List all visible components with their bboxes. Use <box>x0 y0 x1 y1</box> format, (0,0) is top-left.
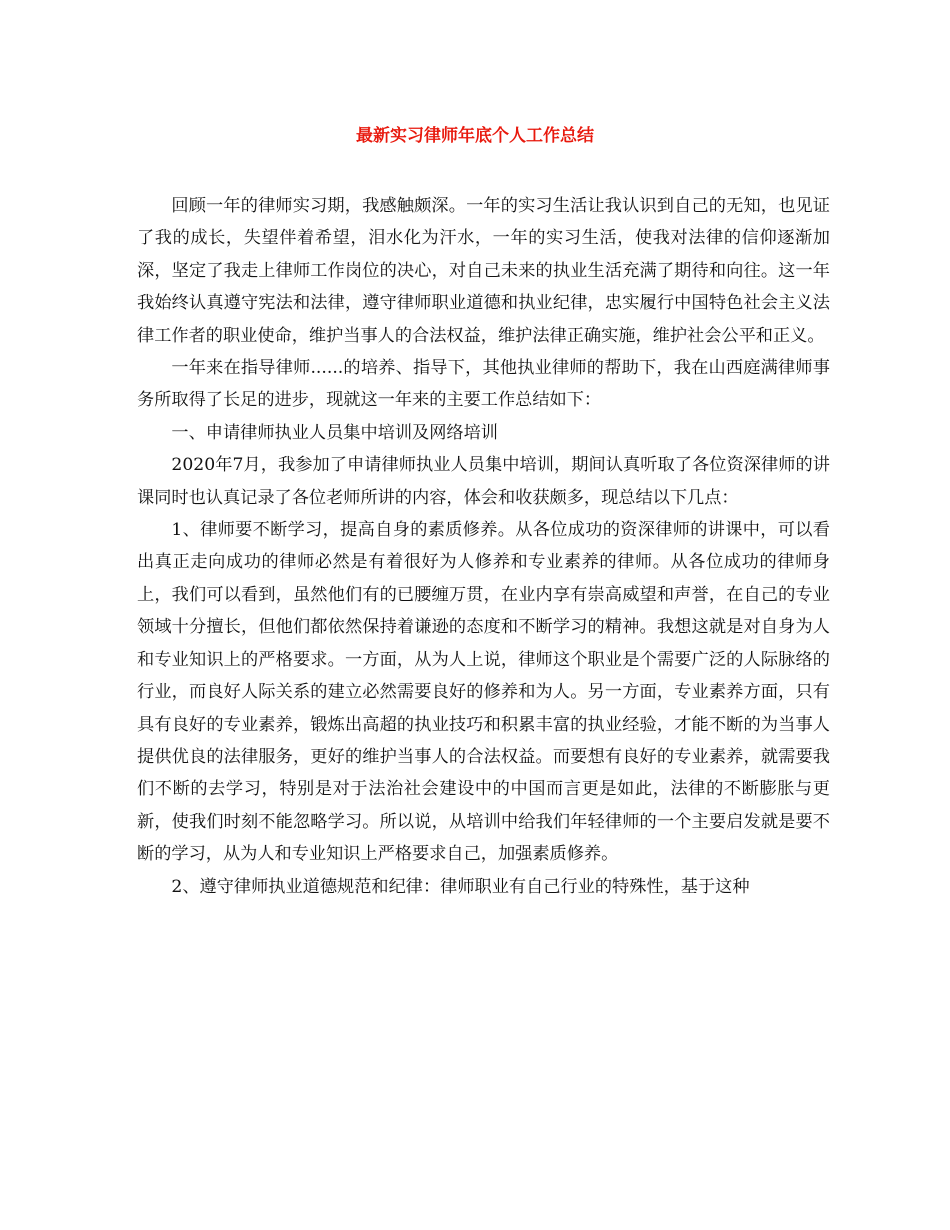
paragraph-progress: 一年来在指导律师......的培养、指导下，其他执业律师的帮助下，我在山西庭满律师事务所取得了长足的进步，现就这一年来的主要工作总结如下： <box>137 358 830 411</box>
paragraph-point-1: 1、律师要不断学习，提高自身的素质修养。从各位成功的资深律师的讲课中，可以看出真正走向成功的律师必然是有着很好为人修养和专业素养的律师。从各位成功的律师身上，我们可以看到，虽然他们有的已腰缠万贯，在业内享有崇高威望和声誉，在自己的专业领域十分擅长，但他们都依然保持着谦逊的态度和不断学习的精神。我想这就是对自身为人和专业知识上的严格要求。一方面，从为人上说，律师这个职业是个需要广泛的人际脉络的行业，而良好人际关系的建立必然需要良好的修养和为人。另一方面，专业素养方面，只有具有良好的专业素养，锻炼出高超的执业技巧和积累丰富的执业经验，才能不断的为当事人提供优良的法律服务，更好的维护当事人的合法权益。而要想有良好的专业素养，就需要我们不断的去学习，特别是对于法治社会建设中的中国而言更是如此，法律的不断膨胀与更新，使我们时刻不能忽略学习。所以说，从培训中给我们年轻律师的一个主要启发就是要不断的学习，从为人和专业知识上严格要求自己，加强素质修养。 <box>137 520 830 865</box>
section-heading-training: 一、申请律师执业人员集中培训及网络培训 <box>171 422 498 443</box>
document-body <box>137 190 830 903</box>
paragraph-review: 回顾一年的律师实习期，我感触颇深。一年的实习生活让我认识到自己的无知，也见证了我的成长，失望伴着希望，泪水化为汗水，一年的实习生活，使我对法律的信仰逐渐加深，坚定了我走上律师工作岗位的决心，对自己未来的执业生活充满了期待和向往。这一年我始终认真遵守宪法和法律，遵守律师职业道德和执业纪律，忠实履行中国特色社会主义法律工作者的职业使命，维护当事人的合法权益，维护法律正确实施，维护社会公平和正义。 <box>137 196 830 346</box>
paragraph-training: 2020年7月，我参加了申请律师执业人员集中培训，期间认真听取了各位资深律师的讲课同时也认真记录了各位老师所讲的内容，体会和收获颇多，现总结以下几点： <box>137 455 830 508</box>
paragraph-point-2: 2、遵守律师执业道德规范和纪律：律师职业有自己行业的特殊性，基于这种 <box>171 876 750 897</box>
document-title: 最新实习律师年底个人工作总结 <box>356 126 594 146</box>
